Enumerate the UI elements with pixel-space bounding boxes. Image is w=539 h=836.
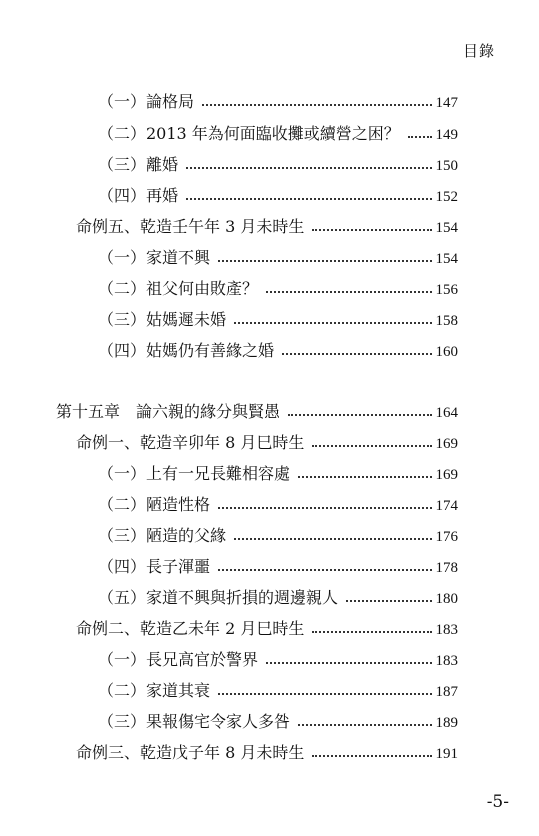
toc-entry-page: 147: [435, 95, 458, 111]
toc-entry[interactable]: [98, 520, 458, 546]
toc-entry-title: （四）姑媽仍有善緣之婚: [98, 341, 275, 360]
toc-entry-page: 156: [435, 282, 458, 298]
dot-leader: [218, 493, 431, 509]
toc-entry[interactable]: [98, 242, 458, 268]
toc-entry[interactable]: [98, 489, 458, 515]
toc-entry-title: （一）家道不興: [98, 248, 211, 267]
dot-leader: [234, 524, 431, 540]
toc-entry[interactable]: [76, 211, 458, 237]
dot-leader: [218, 679, 431, 695]
dot-leader: [266, 648, 431, 664]
dot-leader: [282, 339, 431, 355]
dot-leader: [312, 431, 431, 447]
toc-entry-title: （三）陋造的父緣: [98, 526, 227, 545]
toc-entry-title: （四）長子渾噩: [98, 557, 211, 576]
toc-entry[interactable]: [98, 335, 458, 361]
toc-entry-title: （二）家道其衰: [98, 681, 211, 700]
toc-entry-page: 180: [435, 591, 458, 607]
dot-leader: [202, 90, 431, 106]
toc-entry-page: 189: [435, 715, 458, 731]
dot-leader: [218, 246, 431, 262]
toc-entry-title: （一）論格局: [98, 92, 195, 111]
dot-leader: [298, 710, 431, 726]
toc-entry-title: （三）姑媽遲未婚: [98, 310, 227, 329]
toc-entry[interactable]: [98, 551, 458, 577]
toc-entry-page: 154: [435, 220, 458, 236]
toc-entry-page: 176: [435, 529, 458, 545]
toc-entry[interactable]: [98, 458, 458, 484]
toc-entry-page: 174: [435, 498, 458, 514]
dot-leader: [266, 277, 431, 293]
toc-entry-page: 169: [435, 436, 458, 452]
toc-entry-title: （二）陋造性格: [98, 495, 211, 514]
toc-entry[interactable]: [98, 304, 458, 330]
toc-entry-page: 149: [435, 127, 458, 143]
dot-leader: [312, 741, 431, 757]
page-number: -5-: [486, 792, 509, 812]
toc-entry-page: 154: [435, 251, 458, 267]
toc-entry[interactable]: [98, 180, 458, 206]
toc-entry-title: （五）家道不興與折損的週邊親人: [98, 588, 339, 607]
toc-entry-title: （二）2013 年為何面臨收攤或續營之困？: [98, 124, 400, 143]
page-header-title: 目錄: [462, 42, 495, 60]
toc-entry-page: 164: [435, 405, 458, 421]
toc-entry[interactable]: [98, 118, 458, 144]
toc-entry[interactable]: [98, 86, 458, 112]
toc-entry-page: 191: [435, 746, 458, 762]
toc-entry-title: （三）果報傷宅令家人多咎: [98, 712, 291, 731]
toc-entry-page: 150: [435, 158, 458, 174]
dot-leader: [234, 308, 431, 324]
toc-entry-page: 183: [435, 653, 458, 669]
toc-entry[interactable]: [98, 582, 458, 608]
toc-entry-page: 152: [435, 189, 458, 205]
dot-leader: [408, 122, 432, 138]
toc-entry-title: （三）離婚: [98, 155, 179, 174]
toc-entry-page: 158: [435, 313, 458, 329]
toc-entry[interactable]: [98, 644, 458, 670]
toc-entry-title: 命例三、乾造戊子年 8 月未時生: [76, 743, 305, 762]
dot-leader: [186, 184, 431, 200]
toc-entry-title: （二）祖父何由敗產？: [98, 279, 259, 298]
dot-leader: [186, 153, 431, 169]
toc-entry[interactable]: [76, 737, 458, 763]
toc-entry[interactable]: [76, 427, 458, 453]
dot-leader: [312, 215, 431, 231]
toc-entry-page: 178: [435, 560, 458, 576]
toc-entry-title: 命例五、乾造壬午年 3 月未時生: [76, 217, 305, 236]
toc-entry-title: （四）再婚: [98, 186, 179, 205]
toc-entry-title: 命例一、乾造辛卯年 8 月巳時生: [76, 433, 305, 452]
dot-leader: [288, 400, 431, 416]
toc-entry-title: 第十五章 論六親的緣分與賢愚: [56, 402, 281, 421]
toc-entry-page: 169: [435, 467, 458, 483]
toc-entry[interactable]: [98, 273, 458, 299]
dot-leader: [218, 555, 431, 571]
toc-entry[interactable]: [98, 675, 458, 701]
toc-entry[interactable]: [98, 706, 458, 732]
toc-entry[interactable]: [76, 613, 458, 639]
dot-leader: [312, 617, 431, 633]
toc-entry-page: 160: [435, 344, 458, 360]
dot-leader: [298, 462, 431, 478]
toc-entry[interactable]: [56, 396, 458, 422]
dot-leader: [346, 586, 431, 602]
toc-entry-title: 命例二、乾造乙未年 2 月巳時生: [76, 619, 305, 638]
toc-entry-page: 183: [435, 622, 458, 638]
toc-entry-title: （一）長兄高官於警界: [98, 650, 259, 669]
toc-entry[interactable]: [98, 149, 458, 175]
toc-entry-title: （一）上有一兄長難相容處: [98, 464, 291, 483]
toc-entry-page: 187: [435, 684, 458, 700]
